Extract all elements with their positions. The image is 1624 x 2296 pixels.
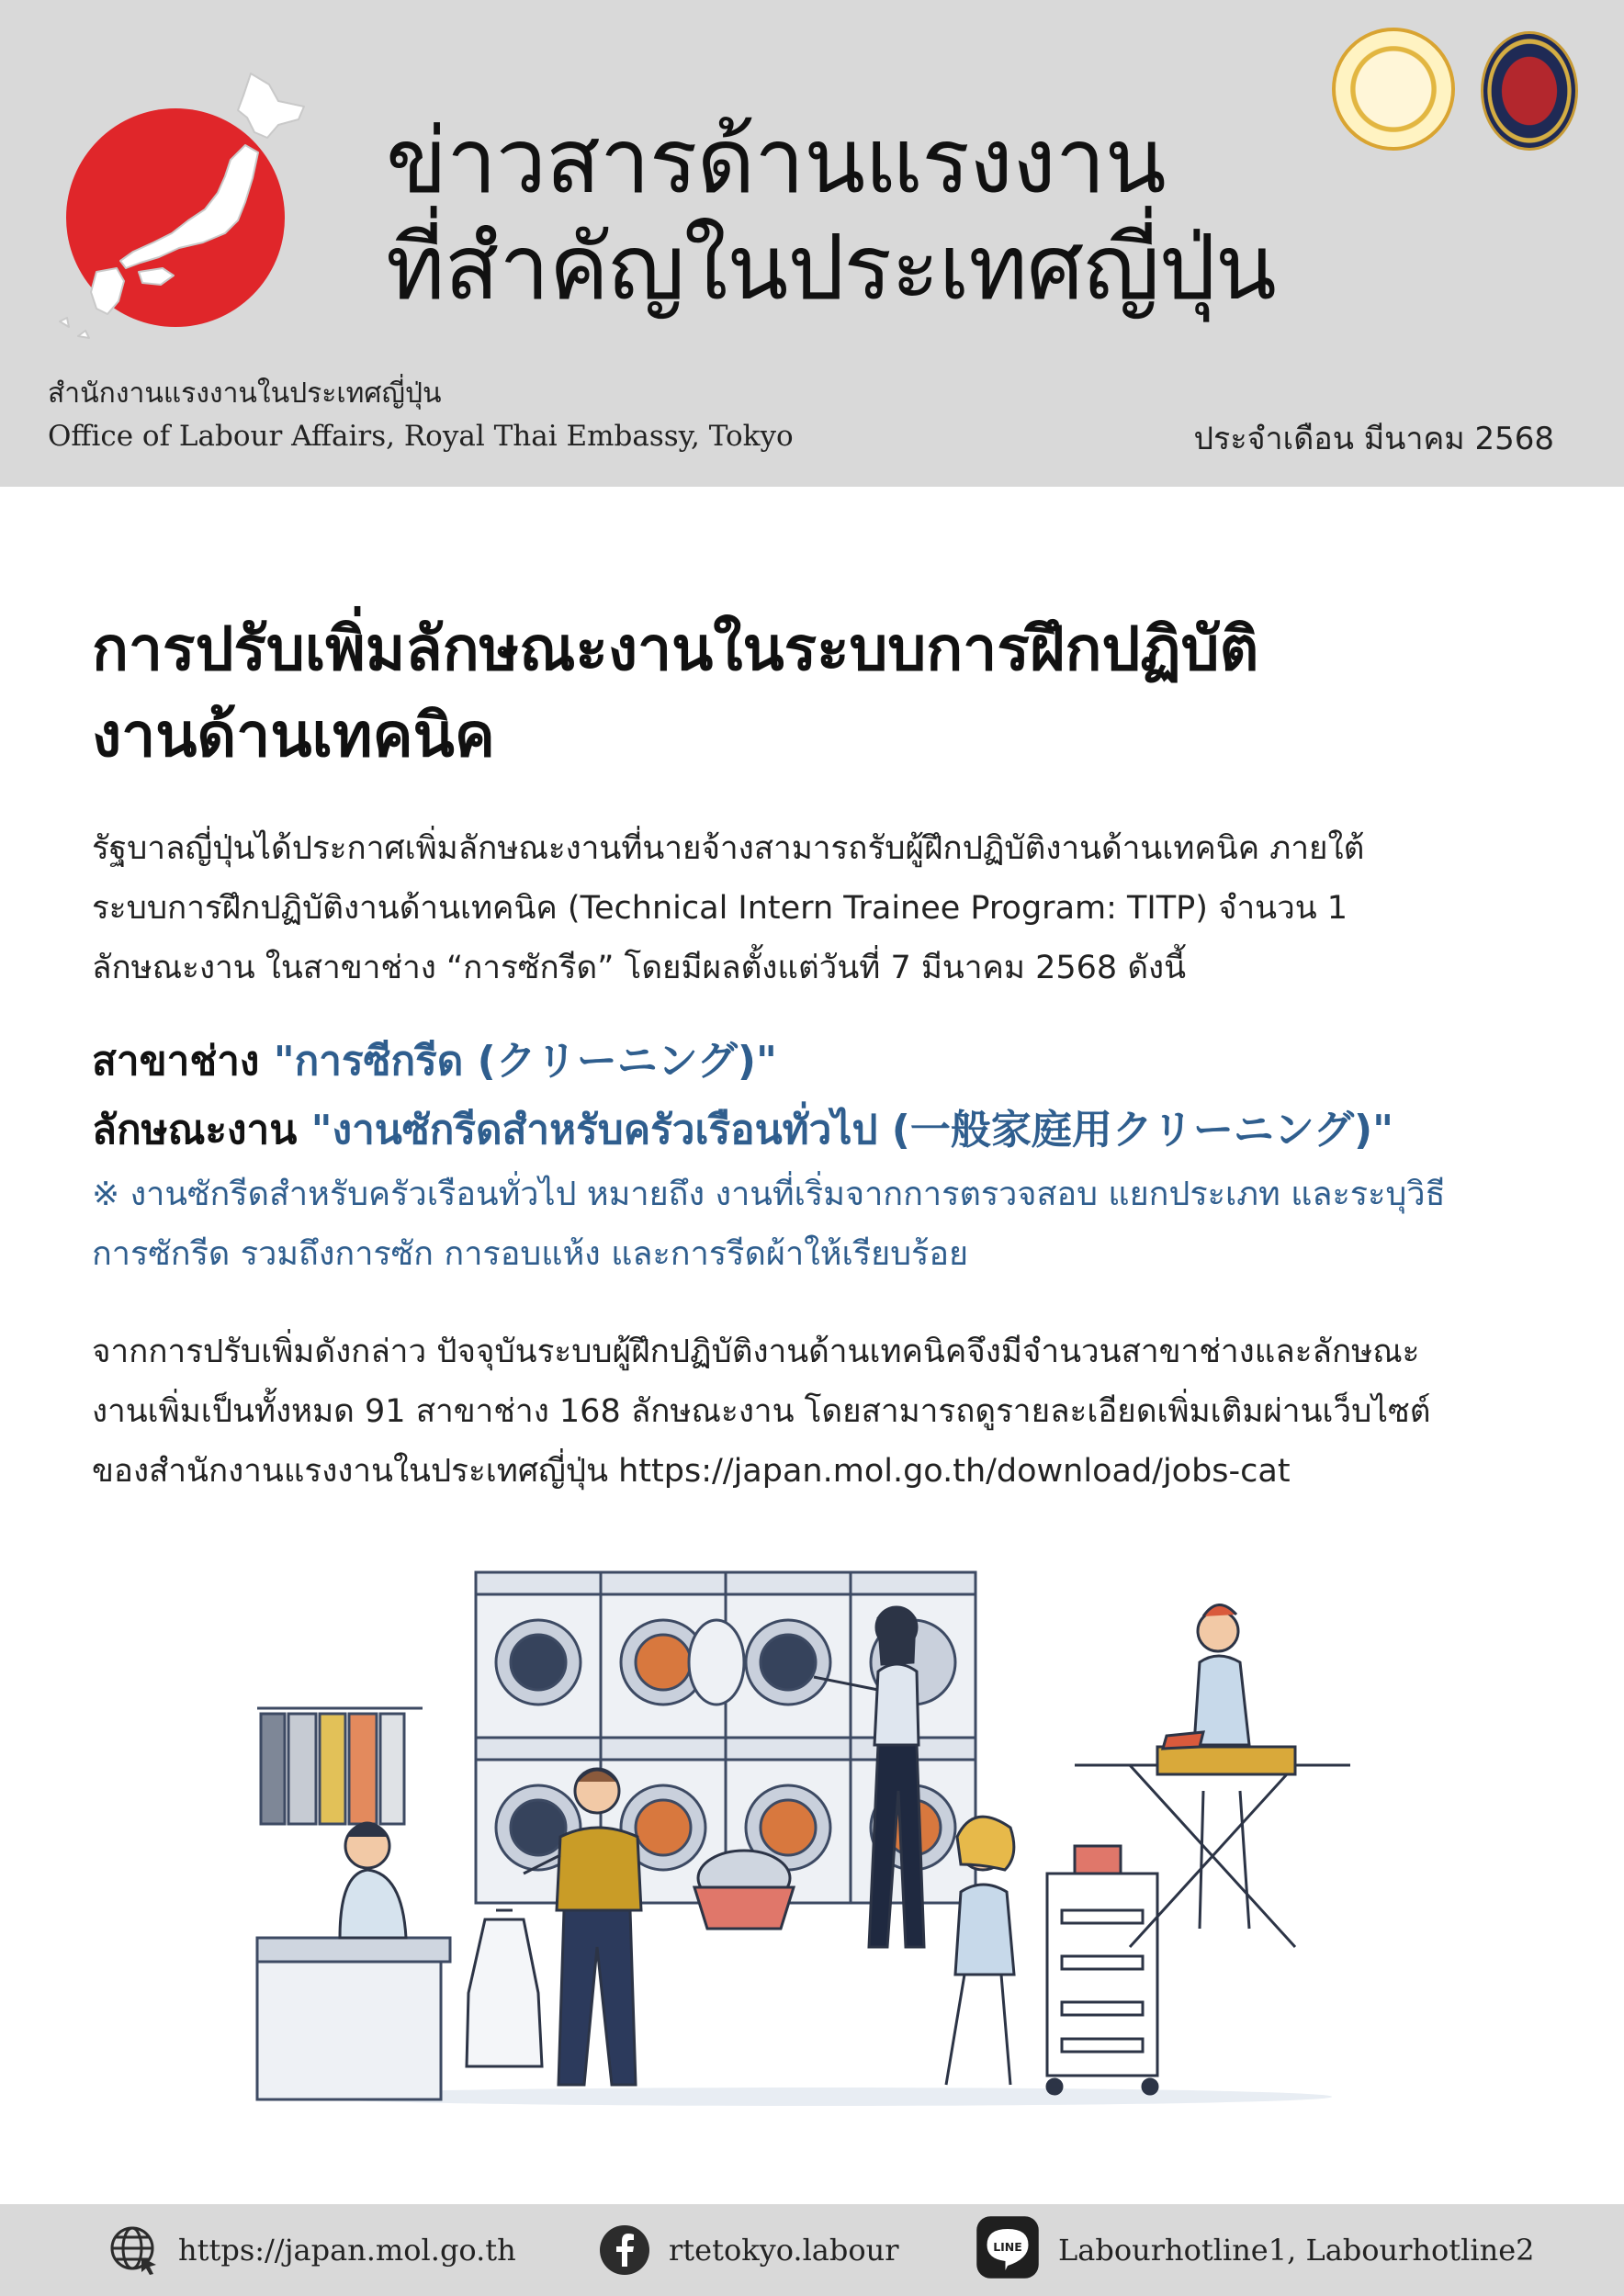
branch-label: สาขาช่าง [92,1038,260,1085]
job-label: ลักษณะงาน [92,1107,298,1154]
ministry-of-labour-seal-icon [1332,28,1455,151]
intro-line: ลักษณะงาน ในสาขาช่าง “การซักรีด” โดยมีผลตั้งแต่วันที่ 7 มีนาคม 2568 ดังนี้ [92,950,1187,986]
article-headline [92,606,1562,779]
closing-line: งานเพิ่มเป็นทั้งหมด 91 สาขาช่าง 168 ลักษณะงาน โดยสามารถดูรายละเอียดเพิ่มเติมผ่านเว็บไซต์ [92,1393,1431,1430]
globe-icon [108,2224,160,2276]
office-name-english: Office of Labour Affairs, Royal Thai Embassy, Tokyo [48,420,794,453]
line-accounts[interactable]: Labourhotline1, Labourhotline2 [1058,2233,1535,2268]
branch-row [92,1027,1393,1096]
laundry-illustration [248,1561,1378,2112]
branch-value: "การซีกรีด (クリーニング)" [273,1038,777,1085]
job-row [92,1096,1393,1165]
office-name-thai: สำนักงานแรงงานในประเทศญี่ปุ่น [48,377,442,410]
svg-text:LINE: LINE [993,2239,1022,2254]
definition-note [92,1165,1580,1284]
intro-line: ระบบการฝึกปฏิบัติงานด้านเทคนิค (Technical Intern Trainee Program: TITP) จำนวน 1 [92,890,1348,927]
closing-paragraph [92,1322,1580,1502]
facebook-icon [599,2224,650,2276]
title-line-2: ที่สำคัญในประเทศญี่ปุ่น [386,216,1276,321]
footer-line[interactable] [976,2224,1535,2276]
japan-map-icon [41,64,317,340]
facebook-link[interactable]: rtetokyo.labour [669,2233,899,2268]
header-banner [0,0,1624,487]
website-link[interactable]: https://japan.mol.go.th [178,2233,516,2268]
note-line: การซักรีด รวมถึงการซัก การอบแห้ง และการรีดผ้าให้เรียบร้อย [92,1235,969,1273]
issue-month: ประจำเดือน มีนาคม 2568 [1193,421,1554,457]
title-line-1: ข่าวสารด้านแรงงาน [386,109,1166,214]
closing-line: ของสำนักงานแรงงานในประเทศญี่ปุ่น https://japan.mol.go.th/download/jobs-cat [92,1453,1291,1490]
job-category-block [92,1027,1393,1165]
intro-paragraph [92,819,1580,998]
note-line: ※ งานซักรีดสำหรับครัวเรือนทั่วไป หมายถึง งานที่เริ่มจากการตรวจสอบ แยกประเภท และระบุวิธี [92,1176,1446,1213]
headline-line-1: การปรับเพิ่มลักษณะงานในระบบการฝึกปฏิบัติ [92,613,1259,684]
closing-line: จากการปรับเพิ่มดังกล่าว ปัจจุบันระบบผู้ฝึกปฏิบัติงานด้านเทคนิคจึงมีจำนวนสาขาช่างและลักษณะ [92,1334,1420,1370]
footer-website[interactable] [108,2224,516,2276]
embassy-garuda-seal-icon [1481,31,1578,151]
clothes-rack [257,1708,423,1824]
footer-facebook[interactable] [599,2224,899,2276]
line-app-icon [976,2215,1040,2279]
job-value: "งานซักรีดสำหรับครัวเรือนทั่วไป (一般家庭用クリーニング)" [310,1107,1394,1154]
headline-line-2: งานด้านเทคนิค [92,700,495,771]
page-title [386,108,1276,321]
footer-contact-bar [0,2204,1624,2296]
intro-line: รัฐบาลญี่ปุ่นได้ประกาศเพิ่มลักษณะงานที่นายจ้างสามารถรับผู้ฝึกปฏิบัติงานด้านเทคนิค ภายใต้ [92,830,1365,867]
